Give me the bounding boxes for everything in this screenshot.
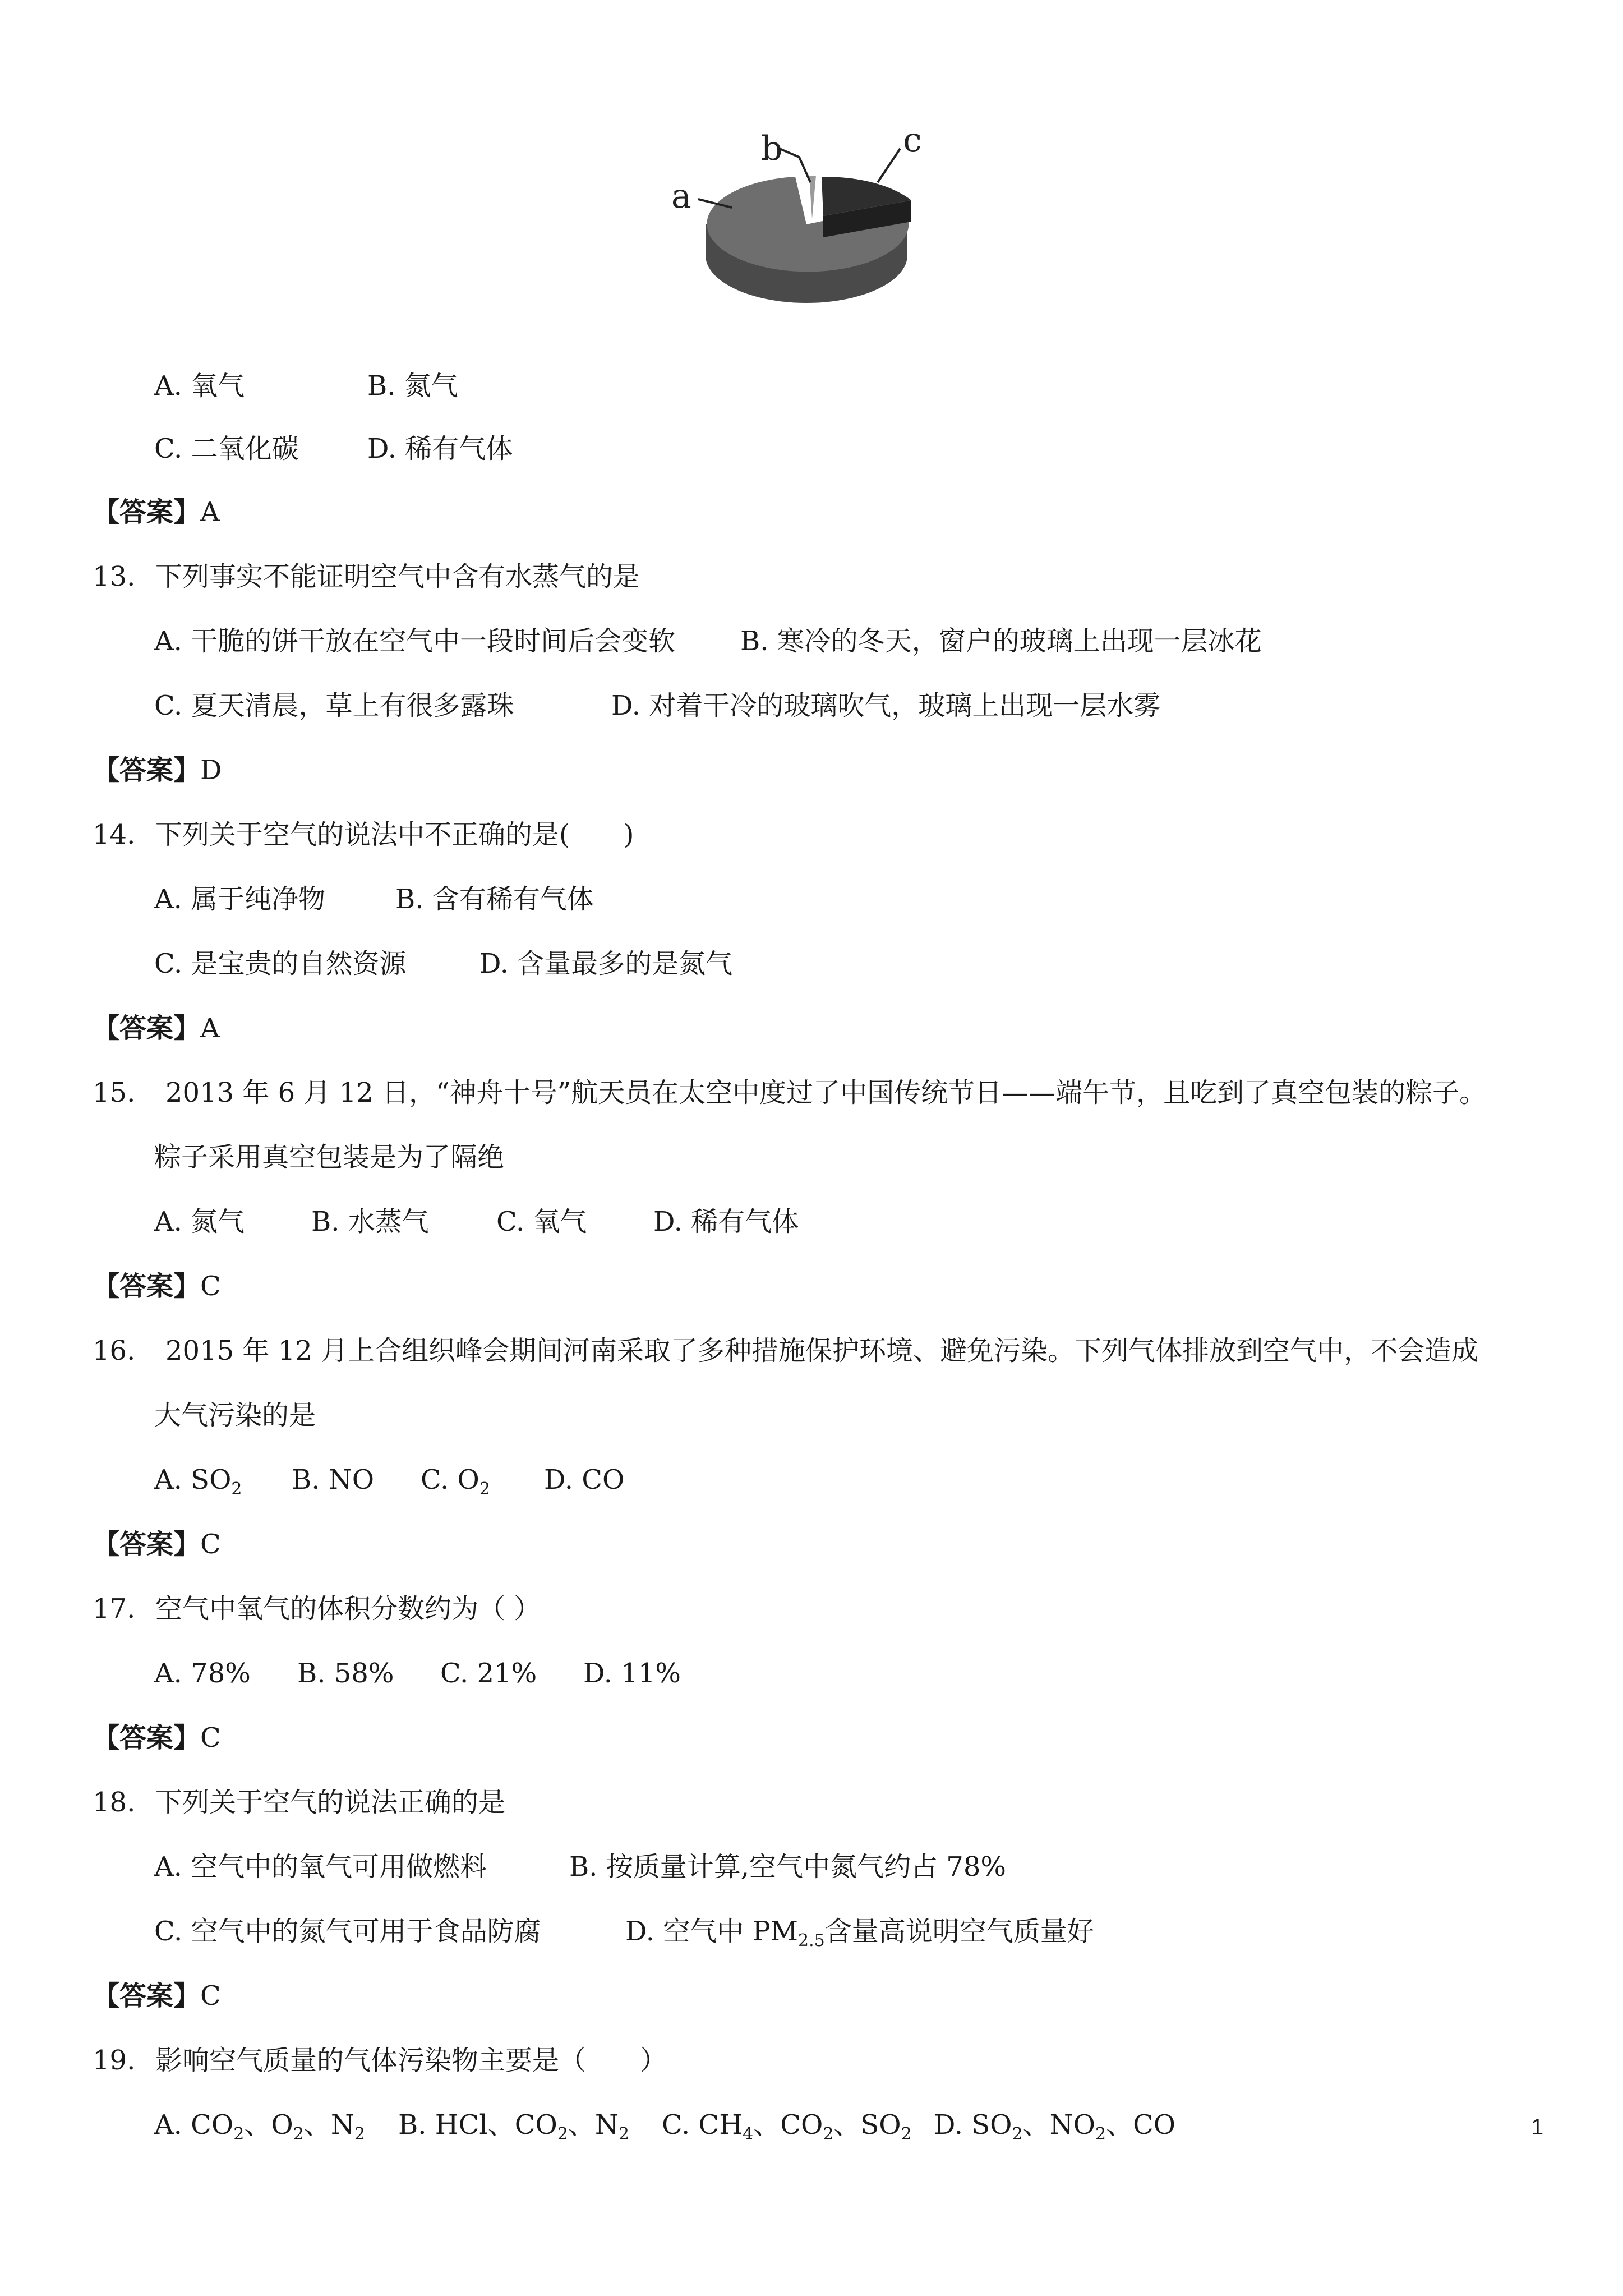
q16-answer — [93, 1527, 221, 1561]
q18-options-row2 — [154, 1915, 1094, 1948]
answer-label: 【答案】 — [93, 1980, 201, 2012]
question-number: 16. — [93, 1335, 136, 1366]
answer-label: 【答案】 — [93, 754, 201, 786]
q16-stem-cont — [154, 1398, 316, 1432]
chem-sub: 2 — [618, 2124, 630, 2144]
q15-options — [154, 1205, 799, 1239]
q17-answer — [93, 1721, 221, 1755]
label-a: a — [671, 177, 691, 216]
q17-option-b: B. 58% — [297, 1658, 394, 1689]
q17-option-d: D. 11% — [583, 1658, 681, 1689]
q12-options-row1 — [154, 369, 458, 403]
q15-option-d: D. 稀有气体 — [653, 1206, 799, 1237]
question-stem-line1: 2013 年 6 月 12 日，“神舟十号”航天员在太空中度过了中国传统节日——端午节，且吃到了真空包装的粽子。 — [165, 1077, 1487, 1108]
q12-option-d: D. 稀有气体 — [367, 433, 513, 464]
chem-text: 、CO — [1106, 2109, 1176, 2141]
chem-text: 、N — [568, 2109, 619, 2141]
answer-label: 【答案】 — [93, 1013, 201, 1044]
question-number: 18. — [93, 1787, 136, 1818]
q12-option-c: C. 二氧化碳 — [154, 433, 299, 464]
q13-options-row1 — [154, 624, 1262, 658]
q16-option-a — [154, 1463, 292, 1497]
pie-body — [706, 176, 911, 303]
answer-value: C — [200, 1722, 221, 1754]
q18-option-d-suffix: 含量高说明空气质量好 — [824, 1916, 1094, 1947]
q17-option-a: A. 78% — [154, 1658, 251, 1689]
q12-options-row2 — [154, 432, 513, 466]
q16-options — [154, 1463, 624, 1497]
chem-sub: 2 — [1012, 2124, 1023, 2144]
q14-option-d: D. 含量最多的是氮气 — [479, 948, 733, 979]
question-stem-line2: 大气污染的是 — [154, 1400, 316, 1431]
q18-option-a: A. 空气中的氧气可用做燃料 — [154, 1851, 487, 1883]
answer-value: A — [200, 1013, 220, 1044]
chem-sub: 2 — [354, 2124, 365, 2144]
question-stem: 影响空气质量的气体污染物主要是（ ） — [155, 2045, 667, 2076]
question-stem: 下列关于空气的说法正确的是 — [155, 1787, 506, 1818]
question-stem-line2: 粽子采用真空包装是为了隔绝 — [154, 1142, 505, 1173]
q19-option-d — [934, 2108, 1175, 2142]
chem-sub: 2 — [1095, 2124, 1106, 2144]
q13-options-row2 — [154, 689, 1160, 723]
chem-sub: 2 — [293, 2124, 304, 2144]
chem-text: 、SO — [833, 2109, 901, 2141]
question-number: 19. — [93, 2045, 136, 2076]
q16-option-d: D. CO — [544, 1464, 625, 1496]
answer-label: 【答案】 — [93, 1722, 201, 1754]
q14-options-row2 — [154, 947, 732, 981]
chem-sub: 2 — [557, 2124, 568, 2144]
chem-sub: 4 — [743, 2124, 754, 2144]
q18-option-d-sub: 2.5 — [798, 1931, 825, 1950]
chem-text: 、N — [303, 2109, 354, 2141]
q12-answer — [93, 495, 220, 529]
q14-options-row1 — [154, 882, 594, 916]
q15-answer — [93, 1269, 221, 1303]
q16-option-c-sub: 2 — [479, 1479, 490, 1499]
question-number: 13. — [93, 561, 136, 592]
q13-answer — [93, 753, 222, 787]
label-c: c — [903, 121, 922, 160]
q17-stem — [93, 1592, 541, 1626]
question-stem: 下列事实不能证明空气中含有水蒸气的是 — [155, 561, 640, 592]
q16-stem — [93, 1334, 1478, 1368]
answer-label: 【答案】 — [93, 1529, 201, 1560]
q19-stem — [93, 2044, 667, 2077]
chem-text: 、NO — [1022, 2109, 1095, 2141]
pie-chart-figure — [653, 104, 967, 351]
q13-option-b: B. 寒冷的冬天，窗户的玻璃上出现一层冰花 — [740, 625, 1262, 657]
q13-option-a: A. 干脆的饼干放在空气中一段时间后会变软 — [154, 625, 676, 657]
question-number: 14. — [93, 819, 136, 850]
q18-answer — [93, 1979, 221, 2013]
chem-text: B. HCl、CO — [398, 2109, 557, 2141]
question-number: 17. — [93, 1593, 136, 1625]
q17-option-c: C. 21% — [440, 1658, 537, 1689]
q18-option-d-text: D. 空气中 PM — [625, 1916, 798, 1947]
answer-value: C — [200, 1271, 221, 1302]
label-b: b — [761, 129, 783, 168]
q16-option-a-text: A. SO — [154, 1464, 232, 1496]
question-stem: 空气中氧气的体积分数约为（ ） — [155, 1593, 541, 1625]
chem-text: C. CH — [662, 2109, 743, 2141]
answer-label: 【答案】 — [93, 1271, 201, 1302]
q18-option-c: C. 空气中的氮气可用于食品防腐 — [154, 1916, 541, 1947]
chem-text: D. SO — [934, 2109, 1012, 2141]
q15-stem-cont — [154, 1140, 504, 1174]
q14-option-b: B. 含有稀有气体 — [395, 884, 594, 915]
q16-option-c — [421, 1463, 544, 1497]
question-stem: 下列关于空气的说法中不正确的是( ) — [155, 819, 634, 850]
answer-value: C — [200, 1529, 221, 1560]
q18-option-b: B. 按质量计算,空气中氮气约占 78% — [569, 1851, 1006, 1883]
chem-sub: 2 — [233, 2124, 245, 2144]
q19-options — [154, 2108, 1175, 2142]
q15-option-a: A. 氮气 — [154, 1206, 245, 1237]
q13-option-c: C. 夏天清晨，草上有很多露珠 — [154, 690, 514, 721]
q17-options — [154, 1657, 681, 1690]
q12-option-b: B. 氮气 — [367, 370, 458, 402]
question-number: 15. — [93, 1077, 136, 1108]
chem-text: A. CO — [154, 2109, 234, 2141]
q16-option-b: B. NO — [292, 1464, 375, 1496]
question-stem-line1: 2015 年 12 月上合组织峰会期间河南采取了多种措施保护环境、避免污染。下列气体排放到空气中，不会造成 — [165, 1335, 1479, 1366]
q18-option-d — [625, 1915, 1094, 1948]
q14-stem — [93, 818, 634, 852]
chem-sub: 2 — [901, 2124, 912, 2144]
q19-option-b — [398, 2108, 662, 2142]
q18-options-row1 — [154, 1850, 1006, 1884]
q15-option-b: B. 水蒸气 — [311, 1206, 429, 1237]
q19-option-a — [154, 2108, 398, 2142]
q18-stem — [93, 1786, 505, 1819]
answer-label: 【答案】 — [93, 496, 201, 528]
q12-option-a: A. 氧气 — [154, 370, 245, 402]
chem-text: 、O — [244, 2109, 293, 2141]
q13-stem — [93, 560, 640, 593]
q16-option-a-sub: 2 — [231, 1479, 242, 1499]
q15-stem — [93, 1076, 1486, 1110]
q14-answer — [93, 1011, 220, 1045]
q16-option-c-text: C. O — [421, 1464, 479, 1496]
answer-value: A — [200, 496, 220, 528]
page-number: 1 — [1531, 2115, 1544, 2139]
answer-value: C — [200, 1980, 221, 2012]
chem-sub: 2 — [823, 2124, 834, 2144]
chem-text: 、CO — [753, 2109, 823, 2141]
q19-option-c — [662, 2108, 934, 2142]
q13-option-d: D. 对着干冷的玻璃吹气，玻璃上出现一层水雾 — [611, 690, 1161, 721]
q14-option-a: A. 属于纯净物 — [154, 884, 326, 915]
q15-option-c: C. 氧气 — [496, 1206, 587, 1237]
answer-value: D — [200, 754, 222, 786]
q14-option-c: C. 是宝贵的自然资源 — [154, 948, 407, 979]
